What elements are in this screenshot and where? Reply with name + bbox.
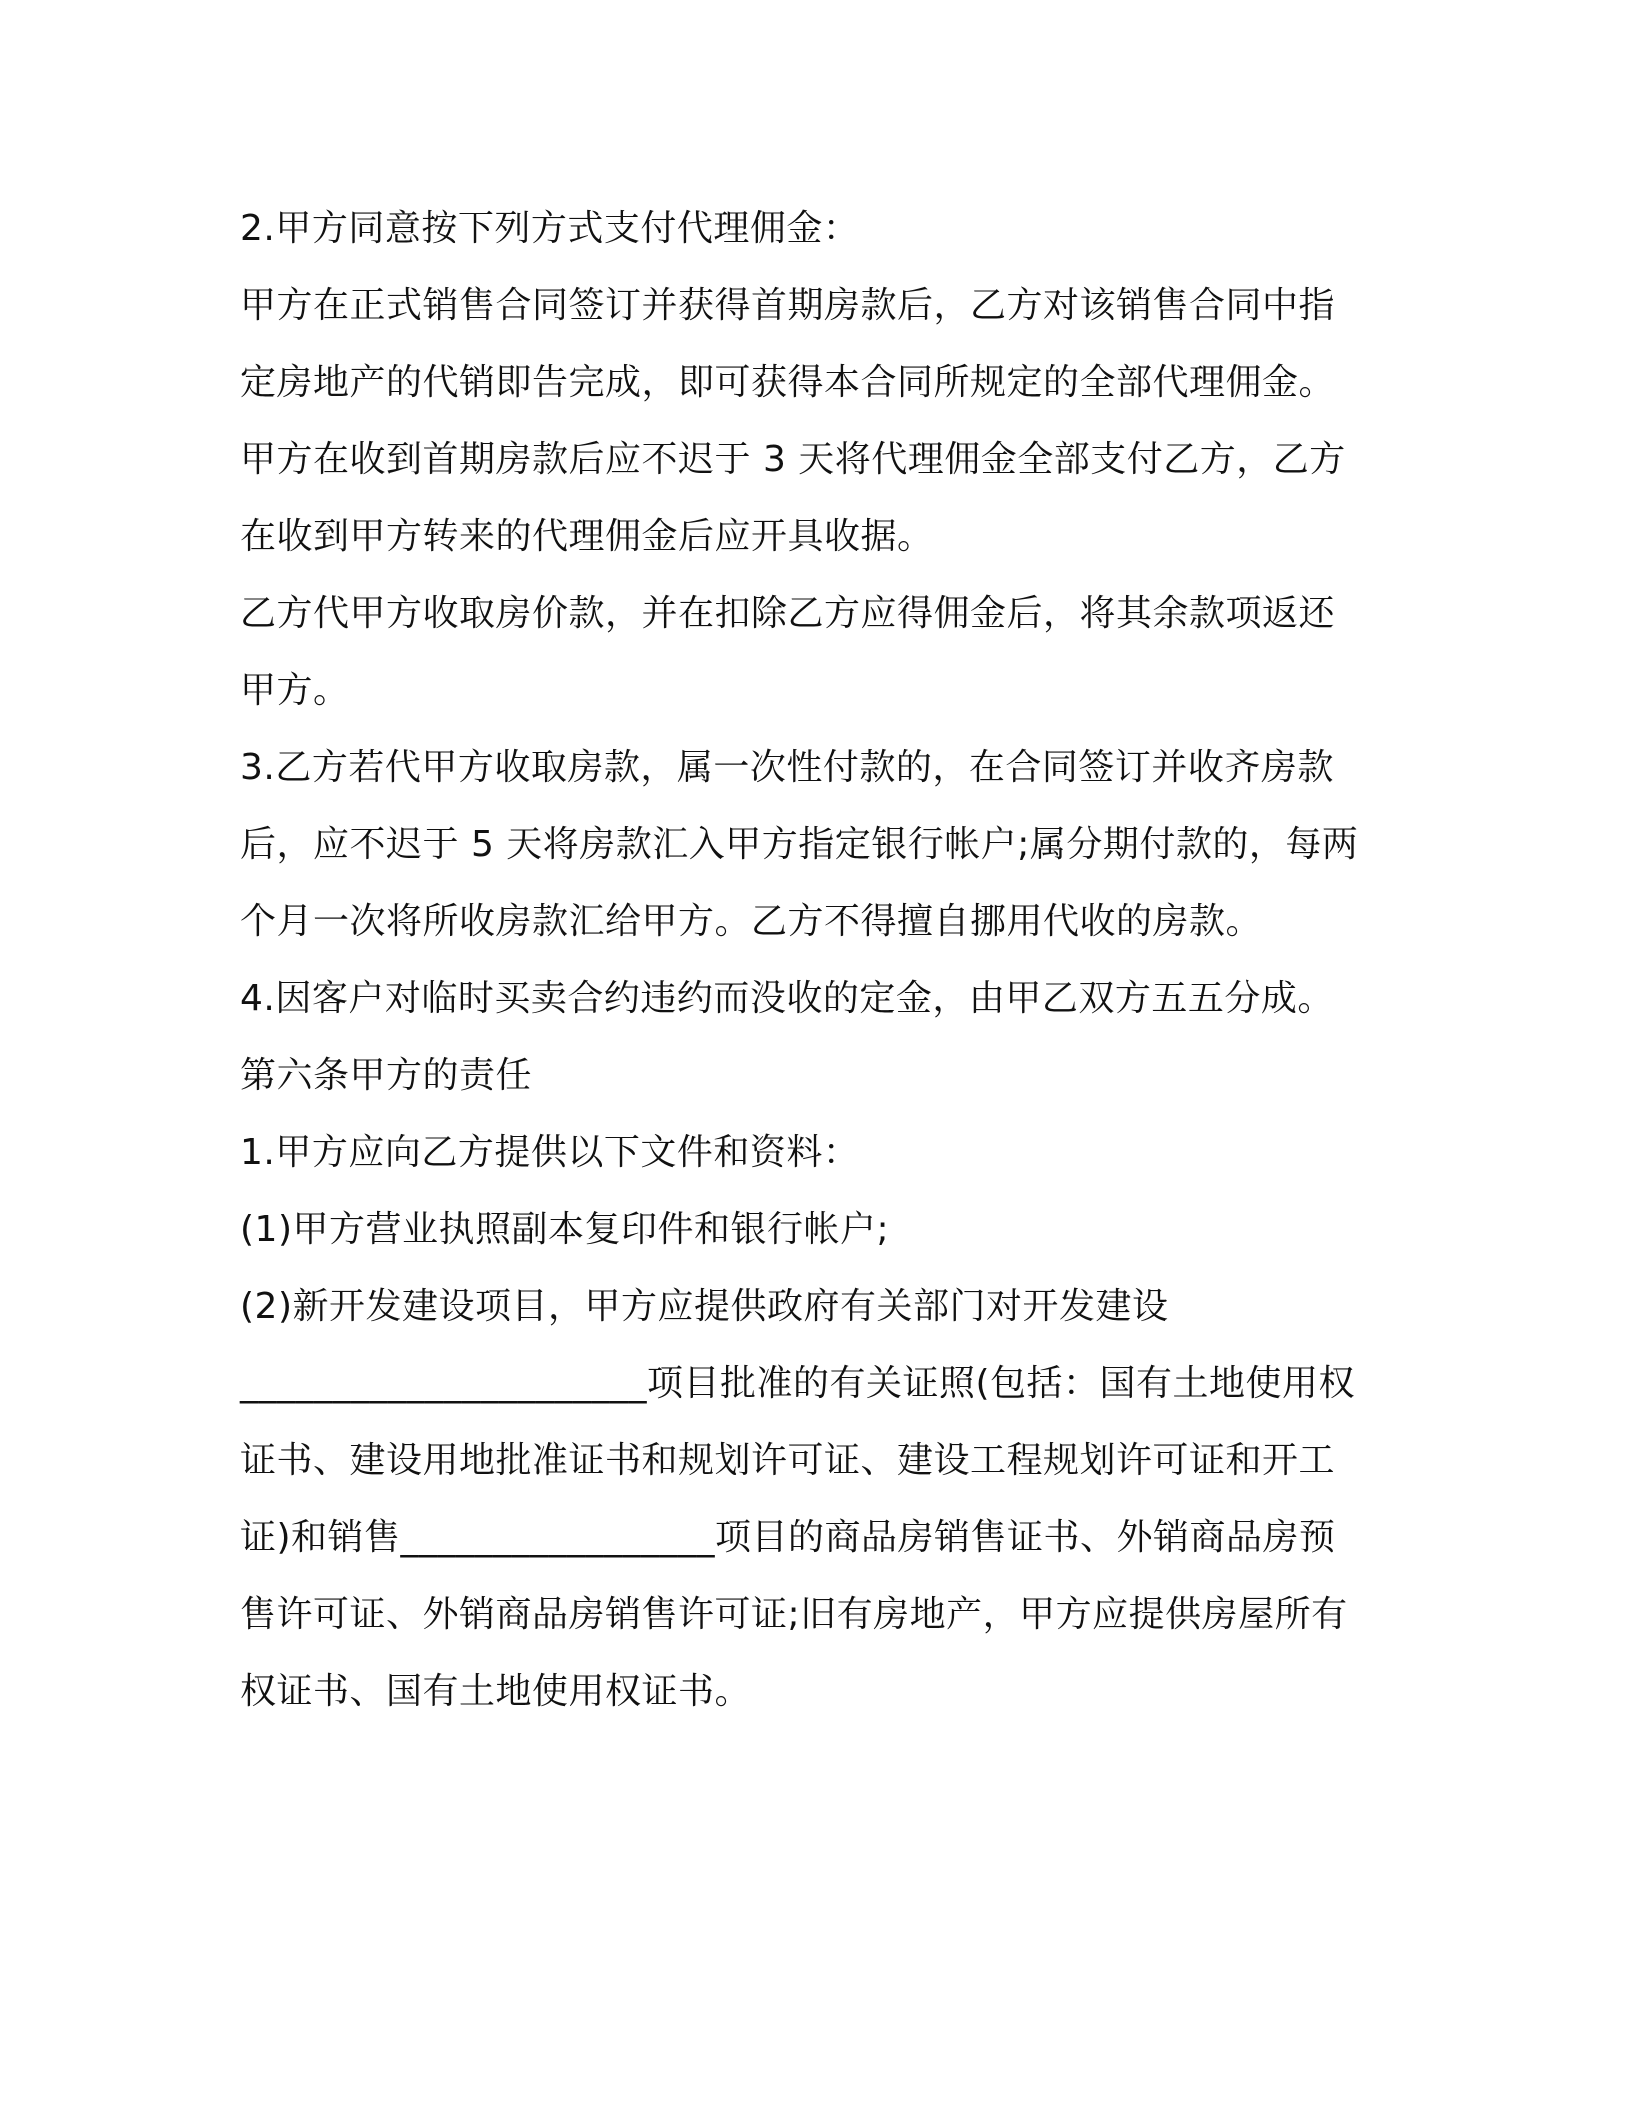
body-line: 在收到甲方转来的代理佣金后应开具收据。 — [240, 516, 934, 557]
body-line: 甲方在正式销售合同签订并获得首期房款后，乙方对该销售合同中指 — [240, 285, 1336, 326]
body-line: 定房地产的代销即告完成，即可获得本合同所规定的全部代理佣金。 — [240, 362, 1336, 403]
clause-4-line: 4.因客户对临时买卖合约违约而没收的定金，由甲乙双方五五分成。 — [240, 978, 1334, 1019]
body-line: 乙方代甲方收取房价款，并在扣除乙方应得佣金后，将其余款项返还 — [240, 593, 1336, 634]
contract-text — [240, 190, 1400, 1730]
clause-1-line: 1.甲方应向乙方提供以下文件和资料： — [240, 1132, 860, 1173]
body-line: 个月一次将所收房款汇给甲方。乙方不得擅自挪用代收的房款。 — [240, 901, 1263, 942]
body-line: 权证书、国有土地使用权证书。 — [240, 1671, 752, 1712]
body-line: 证)和销售_________________项目的商品房销售证书、外销商品房预 — [240, 1517, 1336, 1558]
clause-3-line: 3.乙方若代甲方收取房款，属一次性付款的，在合同签订并收齐房款 — [240, 747, 1334, 788]
payment-method-heading: 2.甲方同意按下列方式支付代理佣金： — [240, 208, 860, 249]
body-line: ______________________项目批准的有关证照(包括：国有土地使用权 — [240, 1363, 1356, 1404]
body-line: 证书、建设用地批准证书和规划许可证、建设工程规划许可证和开工 — [240, 1440, 1336, 1481]
body-line: 甲方。 — [240, 670, 350, 711]
item-2-line: (2)新开发建设项目，甲方应提供政府有关部门对开发建设 — [240, 1286, 1169, 1327]
body-line: 售许可证、外销商品房销售许可证;旧有房地产，甲方应提供房屋所有 — [240, 1594, 1348, 1635]
body-line: 甲方在收到首期房款后应不迟于 3 天将代理佣金全部支付乙方，乙方 — [240, 439, 1346, 480]
article-6-heading: 第六条甲方的责任 — [240, 1055, 533, 1096]
body-line: 后，应不迟于 5 天将房款汇入甲方指定银行帐户;属分期付款的，每两 — [240, 824, 1359, 865]
item-1-line: (1)甲方营业执照副本复印件和银行帐户; — [240, 1209, 890, 1250]
